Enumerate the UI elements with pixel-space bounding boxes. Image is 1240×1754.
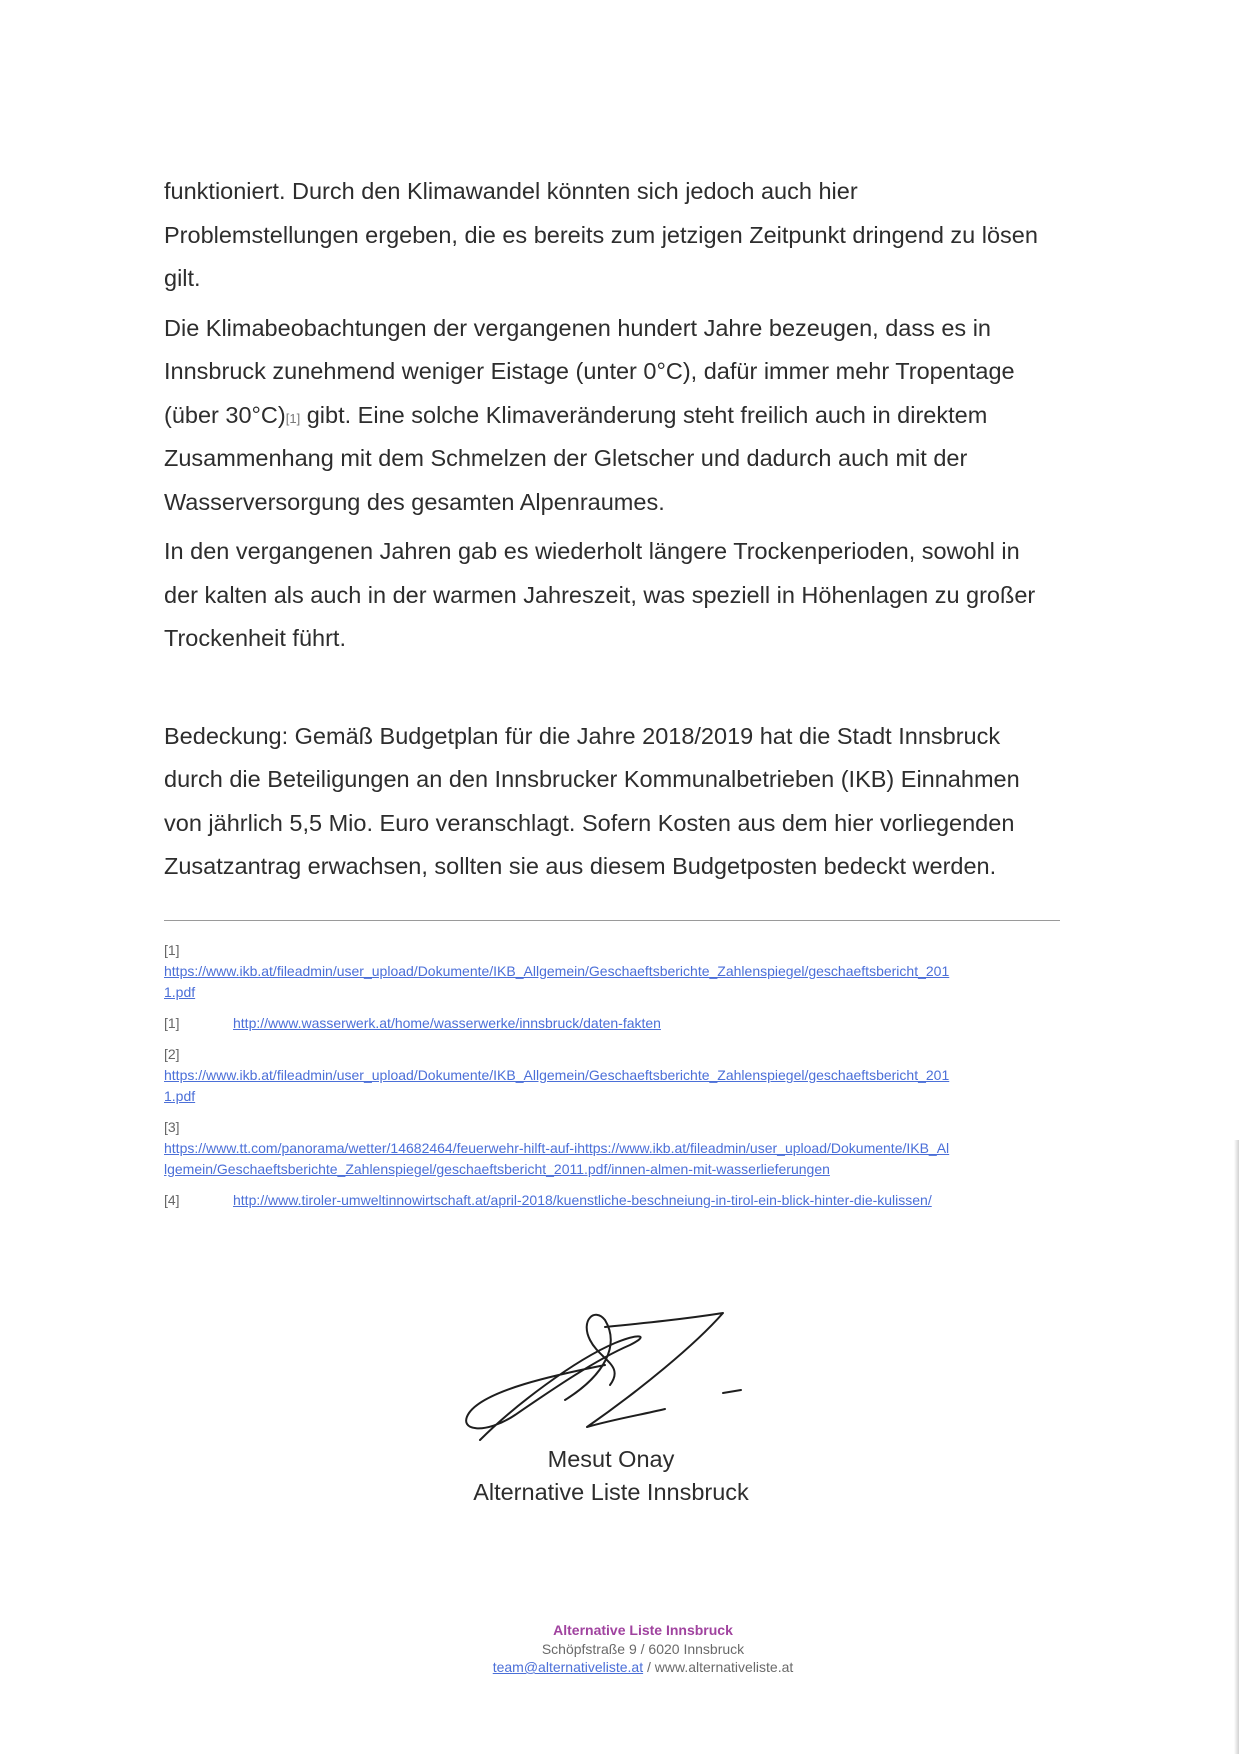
footnote-link[interactable]: 1.pdf: [164, 984, 196, 1000]
text-line: Wasserversorgung des gesamten Alpenraumes.: [164, 488, 665, 515]
footnote-link[interactable]: https://www.ikb.at/fileadmin/user_upload/Dokumente/IKB_Allgemein/Geschaeftsberichte_Zahlenspiegel/geschaeftsbericht_201: [164, 1067, 950, 1083]
footnotes: [164, 940, 1064, 1211]
footnote-reference[interactable]: [1]: [285, 410, 301, 426]
footnote-link[interactable]: https://www.tt.com/panorama/wetter/14682464/feuerwehr-hilft-auf-ihttps://www.ikb.at/fileadmin/user_upload/Dokumente/IKB_Al: [164, 1140, 950, 1156]
text-line: Bedeckung: Gemäß Budgetplan für die Jahre 2018/2019 hat die Stadt Innsbruck: [164, 722, 1001, 749]
footnote-link[interactable]: lgemein/Geschaeftsberichte_Zahlenspiegel/geschaeftsbericht_2011.pdf/innen-almen-mit-wasserlieferungen: [164, 1161, 830, 1177]
letterhead-footer: [443, 1621, 843, 1677]
text-fragment: (über 30°C): [164, 401, 286, 428]
footnote-marker: [3]: [164, 1119, 180, 1135]
footer-website: / www.alternativeliste.at: [643, 1659, 794, 1675]
signature-stroke: [466, 1336, 640, 1440]
paragraph-climate-observations: [164, 307, 1124, 525]
text-line: durch die Beteiligungen an den Innsbrucker Kommunalbetrieben (IKB) Einnahmen: [164, 766, 1020, 792]
footnote-link[interactable]: http://www.wasserwerk.at/home/wasserwerke/innsbruck/daten-fakten: [233, 1015, 661, 1031]
text-line: Problemstellungen ergeben, die es bereits zum jetzigen Zeitpunkt dringend zu lösen: [164, 221, 1038, 248]
footnote-link[interactable]: http://www.tiroler-umweltinnowirtschaft.at/april-2018/kuenstliche-beschneiung-in-tirol-ein-blick-hinter-die-kulissen/: [233, 1192, 932, 1208]
text-line: Die Klimabeobachtungen der vergangenen hundert Jahre bezeugen, dass es in: [164, 314, 991, 341]
footnote-marker: [2]: [164, 1046, 180, 1062]
text-line: Zusatzantrag erwachsen, sollten sie aus diesem Budgetposten bedeckt werden.: [164, 853, 997, 879]
text-line: [164, 394, 1124, 438]
footer-brand: Alternative Liste Innsbruck: [553, 1622, 733, 1638]
body-text: [164, 170, 1124, 889]
signer-block: [411, 1441, 811, 1507]
signer-organization: Alternative Liste Innsbruck: [473, 1479, 749, 1505]
paragraph-funding: [164, 715, 1124, 889]
footnote-link[interactable]: https://www.ikb.at/fileadmin/user_upload/Dokumente/IKB_Allgemein/Geschaeftsberichte_Zahlenspiegel/geschaeftsbericht_201: [164, 963, 950, 979]
footer-contact: [443, 1658, 843, 1677]
text-line: von jährlich 5,5 Mio. Euro veranschlagt. Sofern Kosten aus dem hier vorliegenden: [164, 809, 1015, 836]
footer-address: Schöpfstraße 9 / 6020 Innsbruck: [541, 1640, 745, 1657]
signature-stroke: [723, 1390, 741, 1393]
text-line: der kalten als auch in der warmen Jahreszeit, was speziell in Höhenlagen zu großer: [164, 581, 1036, 608]
footnote-separator: [164, 920, 1060, 921]
footnote: [164, 1013, 1064, 1034]
text-line: Innsbruck zunehmend weniger Eistage (unter 0°C), dafür immer mehr Tropentage: [164, 358, 1015, 384]
signature-stroke: [587, 1313, 723, 1427]
handwritten-signature: [455, 1305, 755, 1445]
text-line: Zusammenhang mit dem Schmelzen der Gletscher und dadurch auch mit der: [164, 445, 968, 471]
footnote: [164, 1190, 1064, 1211]
footnote-marker: [1]: [164, 942, 180, 958]
footnote-link[interactable]: 1.pdf: [164, 1088, 196, 1104]
text-line: funktioniert. Durch den Klimawandel könnten sich jedoch auch hier: [164, 178, 858, 204]
signer-name: Mesut Onay: [547, 1446, 675, 1472]
paragraph-drought: [164, 530, 1124, 661]
footnote: [164, 1044, 1064, 1107]
footnote-marker: [4]: [164, 1192, 180, 1208]
footnote: [164, 1117, 1064, 1180]
text-line: Trockenheit führt.: [164, 625, 346, 651]
footnote: [164, 940, 1064, 1003]
footnote-marker: [1]: [164, 1015, 180, 1031]
paragraph-climate-intro: [164, 170, 1124, 301]
text-fragment: gibt. Eine solche Klimaveränderung steht freilich auch in direktem: [300, 401, 988, 428]
text-line: In den vergangenen Jahren gab es wiederholt längere Trockenperioden, sowohl in: [164, 538, 1020, 564]
footer-email-link[interactable]: team@alternativeliste.at: [492, 1659, 644, 1675]
text-line: gilt.: [164, 265, 201, 291]
scan-edge-shadow: [1234, 1140, 1239, 1754]
